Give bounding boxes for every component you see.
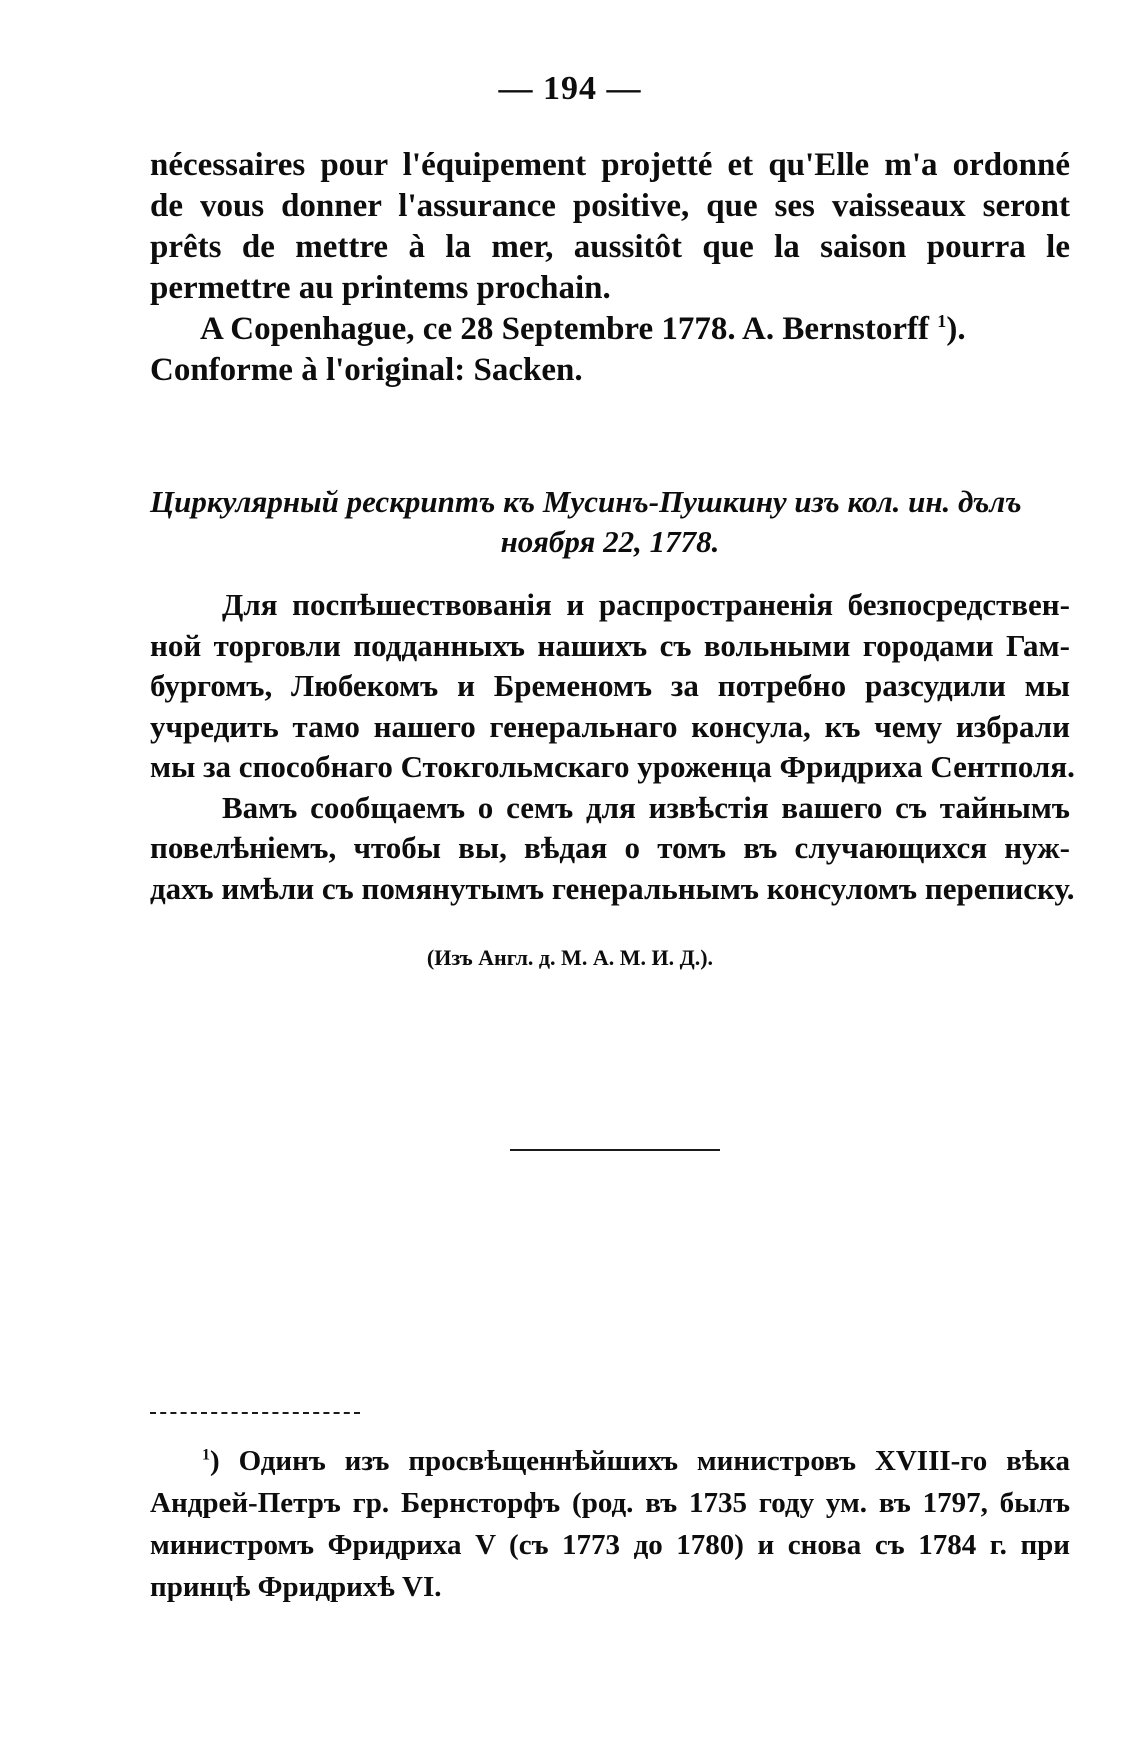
text-line: Вамъ сообщаемъ о семъ для извѣстія вашего съ тайнымъ	[222, 789, 1070, 825]
text-line: de vous donner l'assurance positive, que ses vaisseaux seront	[150, 188, 1070, 224]
text-line: учредить тамо нашего генеральнаго консула, къ чему избрали	[150, 708, 1070, 744]
section-heading	[150, 482, 1070, 562]
closing-date-line	[150, 309, 1070, 350]
footnote-divider	[150, 1412, 360, 1414]
closing-date: A Copenhague, ce 28 Septembre 1778. A. Bernstorff	[200, 311, 929, 347]
footnote-mark-suffix: )	[209, 1445, 220, 1477]
text-line: повелѣніемъ, чтобы вы, вѣдая о томъ въ случающихся нуж-	[150, 830, 1070, 865]
closing-punctuation: ).	[946, 311, 966, 347]
conformity-line: Conforme à l'original: Sacken.	[150, 352, 583, 388]
text-line: permettre au printems prochain.	[150, 270, 611, 306]
text-line: prêts de mettre à la mer, aussitôt que la saison pourra le	[150, 229, 1070, 265]
footnote-line: Андрей-Петръ гр. Бернсторфъ (род. въ 1735 году ум. въ 1797, былъ	[150, 1487, 1070, 1519]
heading-line-1: Циркулярный рескриптъ къ Мусинъ-Пушкину изъ кол. ин. дълъ	[150, 484, 1022, 519]
text-line: nécessaires pour l'équipement projetté et qu'Elle m'a ordonné	[150, 147, 1070, 183]
text-line: бургомъ, Любекомъ и Бременомъ за потребно разсудили мы	[150, 668, 1070, 703]
text-line: ной торговли подданныхъ нашихъ съ вольными городами Гам-	[150, 627, 1070, 663]
french-letter-text	[150, 145, 1070, 391]
text-line: мы за способнаго Стокгольмскаго уроженца Фридриха Сентполя.	[150, 749, 1075, 784]
source-note: (Изъ Англ. д. М. А. М. И. Д.).	[426, 945, 714, 970]
footnote-text: Одинъ изъ просвѣщеннѣйшихъ министровъ XVIII-го вѣка	[238, 1445, 1071, 1477]
footnote-line: принцѣ Фридрихѣ VI.	[150, 1571, 442, 1603]
text-line: Для поспѣшествованія и распространенія безпосредствен-	[222, 587, 1070, 622]
footnote-reference: 1	[937, 311, 947, 331]
footnote-mark: 1	[202, 1446, 210, 1464]
heading-line-2: ноября 22, 1778.	[500, 524, 720, 559]
rescript-text	[150, 585, 1075, 909]
footnote-line: министромъ Фридриха V (съ 1773 до 1780) и снова съ 1784 г. при	[150, 1529, 1070, 1561]
footnote-line	[150, 1440, 1070, 1482]
page-number: — 194 —	[498, 70, 642, 107]
section-divider	[510, 1149, 720, 1151]
text-line: дахъ имѣли съ помянутымъ генеральнымъ консуломъ переписку.	[150, 870, 1075, 906]
footnote	[150, 1440, 1070, 1608]
